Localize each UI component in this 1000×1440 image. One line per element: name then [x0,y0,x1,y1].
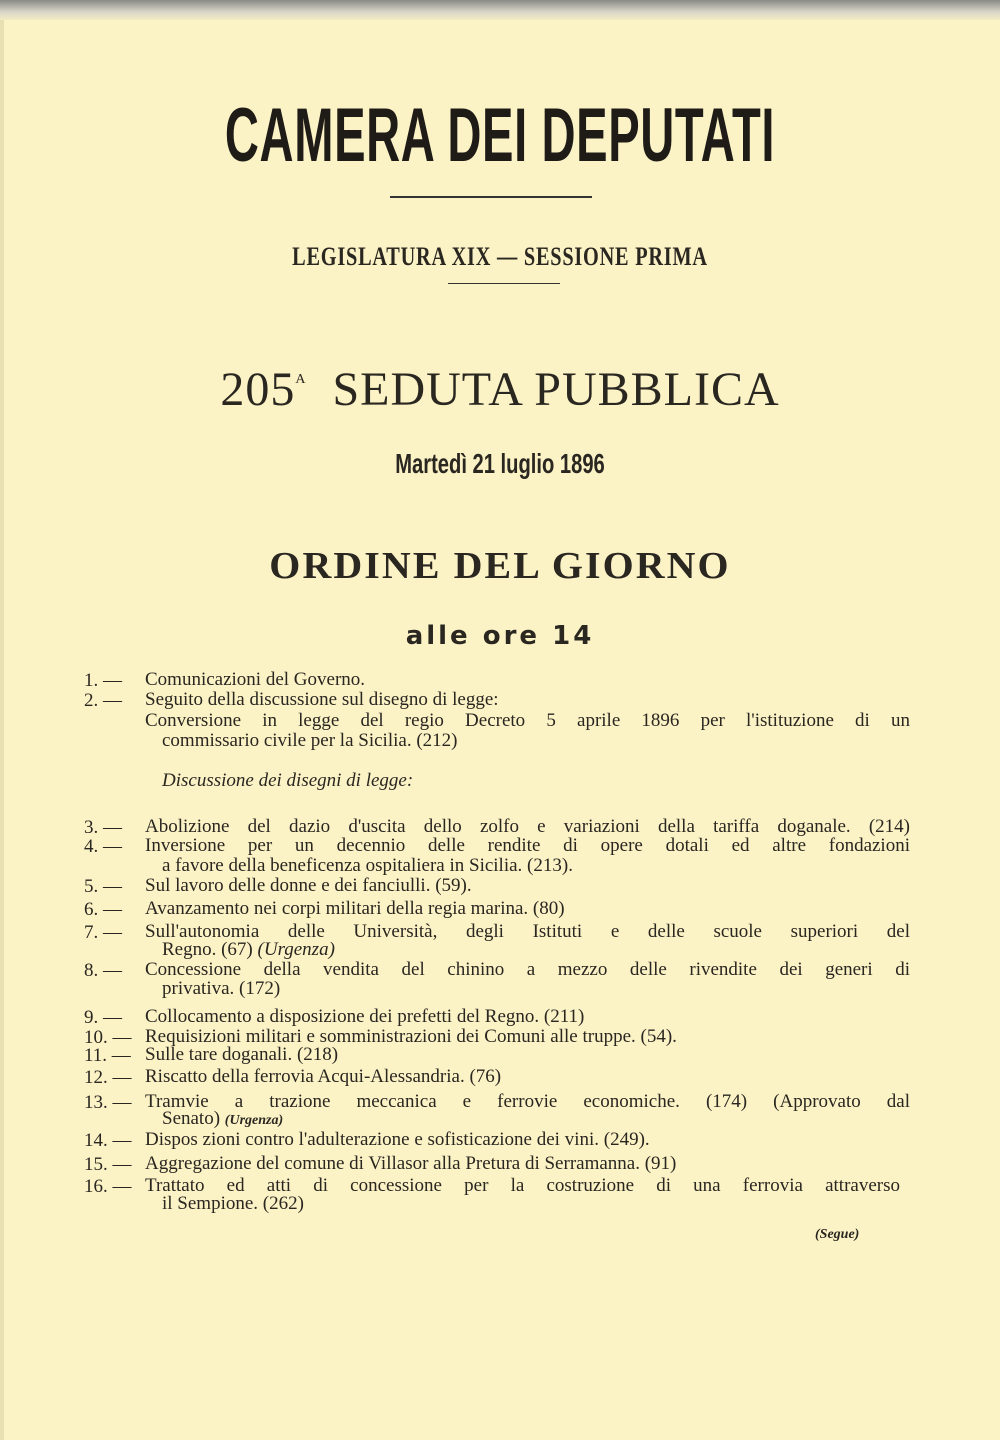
item-text: Trattato ed atti di concessione per la costruzione di una ferrovia attraverso [145,1175,900,1196]
item-number: 8. — [84,960,122,981]
item-text: privativa. (172) [162,978,281,999]
item-number: 13. — [84,1092,132,1113]
item-text: il Sempione. (262) [162,1193,304,1214]
continued-note: (Segue) [815,1227,860,1242]
scan-top-edge [0,0,1000,20]
item-text: Regno. (67) [162,939,253,960]
item-number: 12. — [84,1067,132,1088]
item-number: 14. — [84,1130,132,1151]
session-number: 205 [220,363,296,416]
agenda-title: ORDINE DEL GIORNO [269,545,731,587]
item-number: 2. — [84,690,122,711]
item-text: Inversione per un decennio delle rendite di opere dotali ed altre fondazioni [145,835,910,856]
item-number: 16. — [84,1176,132,1197]
section-heading: Discussione dei disegni di legge: [162,770,414,791]
item-text: Sull'autonomia delle Università, degli Istituti e delle scuole superiori del [145,921,910,942]
item-text: Sul lavoro delle donne e dei fanciulli. (59). [145,875,472,896]
item-text: Comunicazioni del Governo. [145,669,366,690]
item-number: 6. — [84,899,122,920]
item-text: Dispos zioni contro l'adulterazione e sofisticazione dei vini. (249). [145,1129,650,1150]
urgency-label: (Urgenza) [257,939,335,960]
session-sup: A [295,372,307,387]
item-text: a favore della beneficenza ospitaliera in Sicilia. (213). [162,855,573,876]
item-text: commissario civile per la Sicilia. (212) [162,730,458,751]
urgency-label: (Urgenza) [224,1113,284,1128]
item-number: 11. — [84,1045,131,1066]
item-text: Concessione della vendita del chinino a mezzo delle rivendite dei generi di [145,959,910,980]
item-text: Seguito della discussione sul disegno di legge: [145,689,499,710]
divider [448,283,560,284]
item-text: Requisizioni militari e somministrazioni dei Comuni alle truppe. (54). [145,1026,677,1047]
session-date: Martedì 21 luglio 1896 [395,448,605,479]
item-text: Sulle tare doganali. (218) [145,1044,339,1065]
item-number: 5. — [84,876,122,897]
session-heading [0,362,1000,417]
agenda-time: alle ore 14 [405,621,595,651]
legislature-heading: LEGISLATURA XIX — SESSIONE PRIMA [292,242,708,271]
item-text: Conversione in legge del regio Decreto 5 aprile 1896 per l'istituzione di un [145,710,910,731]
item-text: Collocamento a disposizione dei prefetti del Regno. (211) [145,1006,585,1027]
item-number: 15. — [84,1154,132,1175]
item-text: Riscatto della ferrovia Acqui-Alessandria. (76) [145,1066,502,1087]
item-number: 3. — [84,817,122,838]
item-text: Abolizione del dazio d'uscita dello zolfo e variazioni della tariffa doganale. (214) [145,816,910,837]
item-number: 10. — [84,1027,132,1048]
session-title: SEDUTA PUBBLICA [332,363,780,416]
item-number: 9. — [84,1007,122,1028]
item-number: 4. — [84,836,122,857]
item-number: 7. — [84,922,122,943]
ornamental-rule [390,196,592,198]
scan-left-edge [0,20,4,1440]
item-text: Senato) [162,1108,221,1129]
item-text: Tramvie a trazione meccanica e ferrovie economiche. (174) (Approvato dal [145,1091,910,1112]
document-title: CAMERA DEI DEPUTATI [224,93,776,178]
item-number: 1. — [84,670,122,691]
item-text: Avanzamento nei corpi militari della regia marina. (80) [145,898,565,919]
item-text: Aggregazione del comune di Villasor alla Pretura di Serramanna. (91) [145,1153,677,1174]
